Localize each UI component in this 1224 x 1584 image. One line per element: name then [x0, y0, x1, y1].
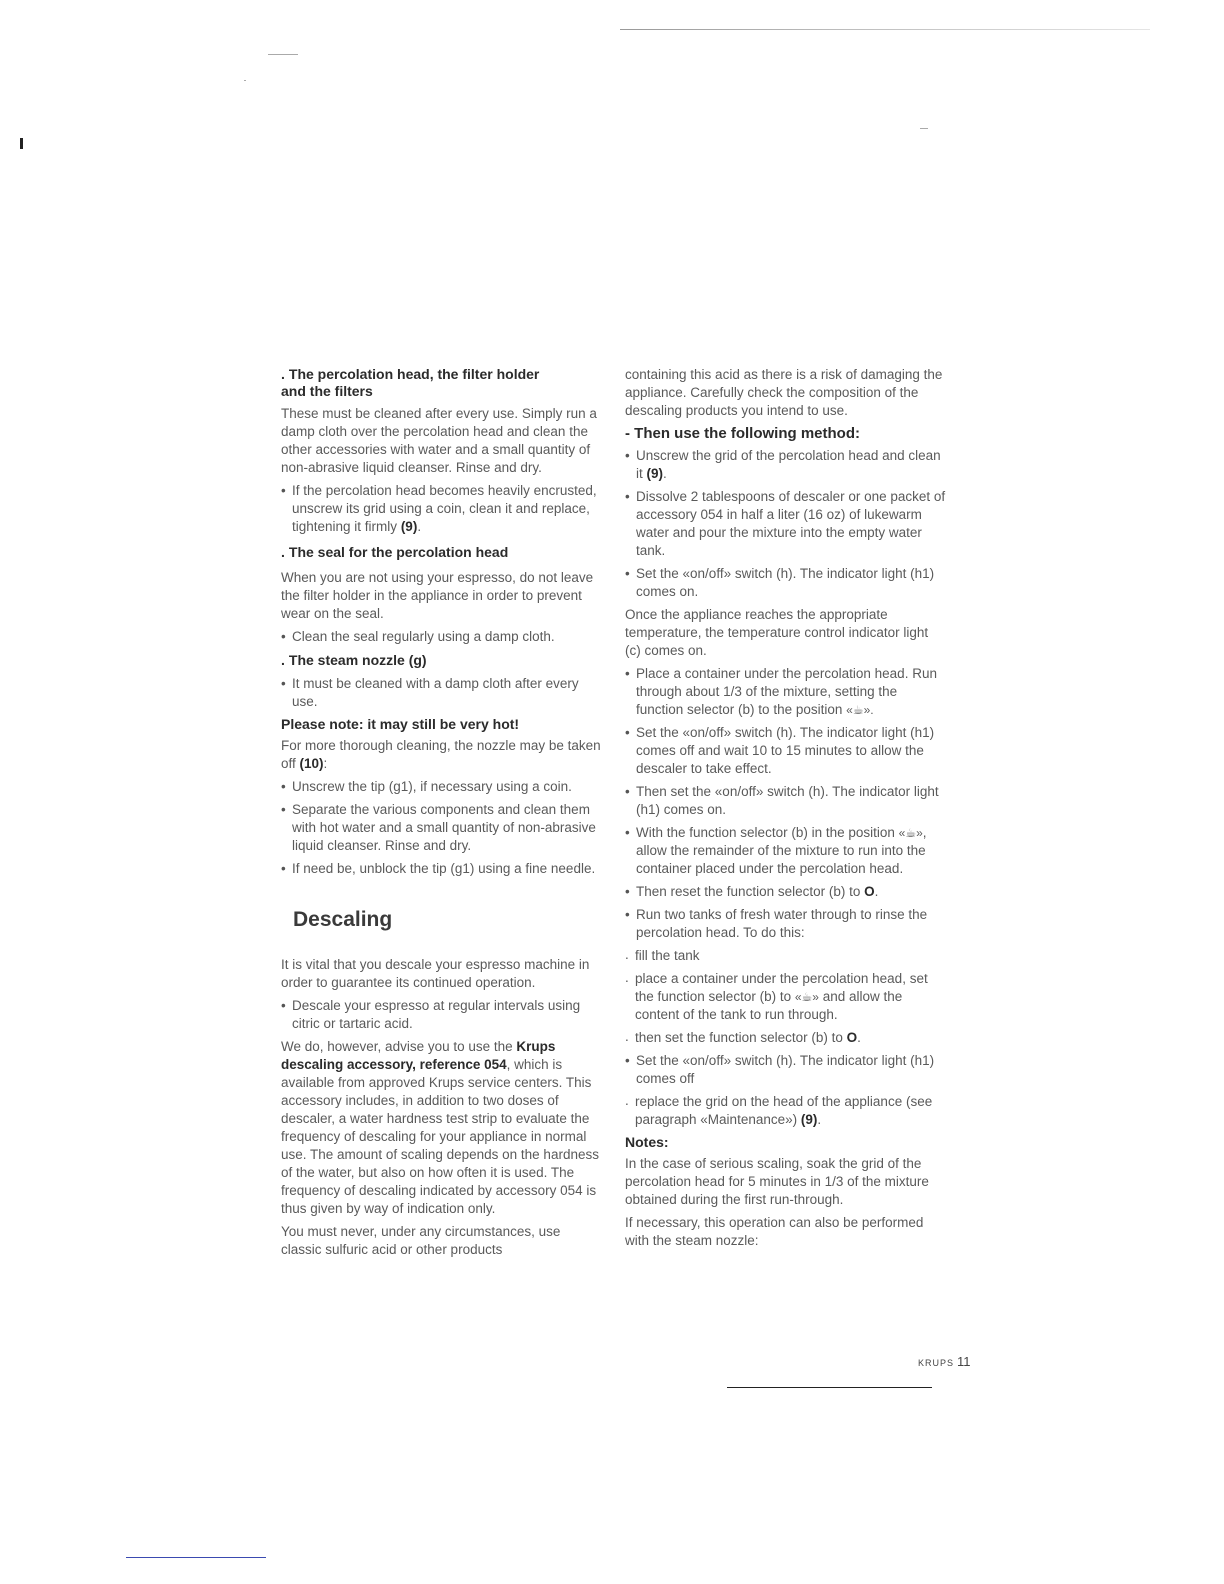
- section-heading-seal: . The seal for the percolation head: [281, 544, 509, 560]
- paragraph: You must never, under any circumstances, use classic sulfuric acid or other products: [281, 1224, 561, 1257]
- bullet-item: • Dissolve 2 tablespoons of descaler or one packet of accessory 054 in half a liter (16 oz) of lukewarm water and pour the mixture into the empty water tank.: [625, 488, 947, 560]
- sub-step: . replace the grid on the head of the appliance (see paragraph «Maintenance») (9).: [625, 1093, 947, 1129]
- bullet-item: • Then reset the function selector (b) to O.: [625, 883, 947, 901]
- bullet-item: • Unscrew the tip (g1), if necessary using a coin.: [281, 778, 601, 796]
- coffee-cup-icon: «☕».: [846, 703, 874, 717]
- descaling-title: Descaling: [293, 908, 393, 931]
- bullet-item: • It must be cleaned with a damp cloth after every use.: [281, 675, 601, 711]
- paragraph: It is vital that you descale your espresso machine in order to guarantee its continued operation.: [281, 957, 590, 990]
- bullet-item: • If need be, unblock the tip (g1) using a fine needle.: [281, 860, 601, 878]
- paragraph: If necessary, this operation can also be performed with the steam nozzle:: [625, 1215, 924, 1248]
- paragraph: These must be cleaned after every use. Simply run a damp cloth over the percolation head and clean the other accessories with water and a small quantity of non-abrasive liquid cleanser. Rinse and dry.: [281, 406, 597, 475]
- bullet-item: • Separate the various components and clean them with hot water and a small quantity of non-abrasive liquid cleanser. Rinse and dry.: [281, 801, 601, 855]
- page-number: 11: [957, 1354, 971, 1369]
- section-heading-steam-nozzle: . The steam nozzle (g): [281, 652, 427, 668]
- sub-step: . place a container under the percolation head, set the function selector (b) to «☕» and allow the content of the tank to run through.: [625, 970, 947, 1024]
- left-column: [281, 366, 601, 1264]
- paragraph: When you are not using your espresso, do not leave the filter holder in the appliance in order to prevent wear on the seal.: [281, 570, 594, 621]
- paragraph: In the case of serious scaling, soak the grid of the percolation head for 5 minutes in 1/3 of the mixture obtained during the first run-through.: [625, 1156, 929, 1207]
- bullet-item: • Set the «on/off» switch (h). The indicator light (h1) comes on.: [625, 565, 947, 601]
- bullet-item: • Unscrew the grid of the percolation head and clean it (9).: [625, 447, 947, 483]
- scan-speck: [244, 80, 246, 81]
- bullet-item: • Run two tanks of fresh water through to rinse the percolation head. To do this:: [625, 906, 947, 942]
- bullet-item: • If the percolation head becomes heavily encrusted, unscrew its grid using a coin, clean it and replace, tightening it firmly (9).: [281, 482, 601, 536]
- coffee-cup-icon: «☕»: [898, 826, 923, 840]
- footer-rule: [727, 1387, 932, 1388]
- paragraph: Once the appliance reaches the appropriate temperature, the temperature control indicator light (c) comes on.: [625, 607, 929, 658]
- scan-blue-line: [126, 1557, 266, 1558]
- method-heading: - Then use the following method:: [625, 425, 860, 442]
- paragraph: containing this acid as there is a risk of damaging the appliance. Carefully check the composition of the descaling products you intend to use.: [625, 367, 943, 418]
- scan-speck: [268, 54, 298, 55]
- bullet-item: • With the function selector (b) in the position «☕», allow the remainder of the mixture to run into the container placed under the percolation head.: [625, 824, 947, 878]
- binding-mark: [20, 138, 23, 149]
- page-footer: [918, 1354, 971, 1369]
- coffee-cup-icon: «☕»: [794, 990, 819, 1004]
- bullet-item: • Then set the «on/off» switch (h). The indicator light (h1) comes on.: [625, 783, 947, 819]
- scan-speck: [920, 128, 928, 129]
- notes-heading: Notes:: [625, 1134, 669, 1150]
- paragraph: We do, however, advise you to use the Krups descaling accessory, reference 054, which is available from approved Krups service centers. This accessory includes, in addition to two doses of descaler, a water hardness test strip to evaluate the frequency of descaling for your appliance in normal use. The amount of scaling depends on the hardness of the water, but also on how often it is used. The frequency of descaling indicated by accessory 054 is thus given by way of indication only.: [281, 1039, 599, 1216]
- bullet-item: • Clean the seal regularly using a damp cloth.: [281, 628, 601, 646]
- top-scan-line: [620, 29, 1150, 30]
- bullet-item: • Descale your espresso at regular intervals using citric or tartaric acid.: [281, 997, 601, 1033]
- bullet-item: • Set the «on/off» switch (h). The indicator light (h1) comes off: [625, 1052, 947, 1088]
- brand-name: KRUPS: [918, 1358, 955, 1368]
- warning-note: Please note: it may still be very hot!: [281, 716, 520, 732]
- sub-step: . fill the tank: [625, 947, 947, 965]
- right-column: [625, 366, 947, 1255]
- bullet-item: • Place a container under the percolation head. Run through about 1/3 of the mixture, setting the function selector (b) to the position «☕».: [625, 665, 947, 719]
- paragraph: For more thorough cleaning, the nozzle may be taken off (10):: [281, 738, 601, 771]
- sub-step: . then set the function selector (b) to O.: [625, 1029, 947, 1047]
- section-heading-percolation: . The percolation head, the filter holder and the filters: [281, 366, 540, 399]
- bullet-item: • Set the «on/off» switch (h). The indicator light (h1) comes off and wait 10 to 15 minutes to allow the descaler to take effect.: [625, 724, 947, 778]
